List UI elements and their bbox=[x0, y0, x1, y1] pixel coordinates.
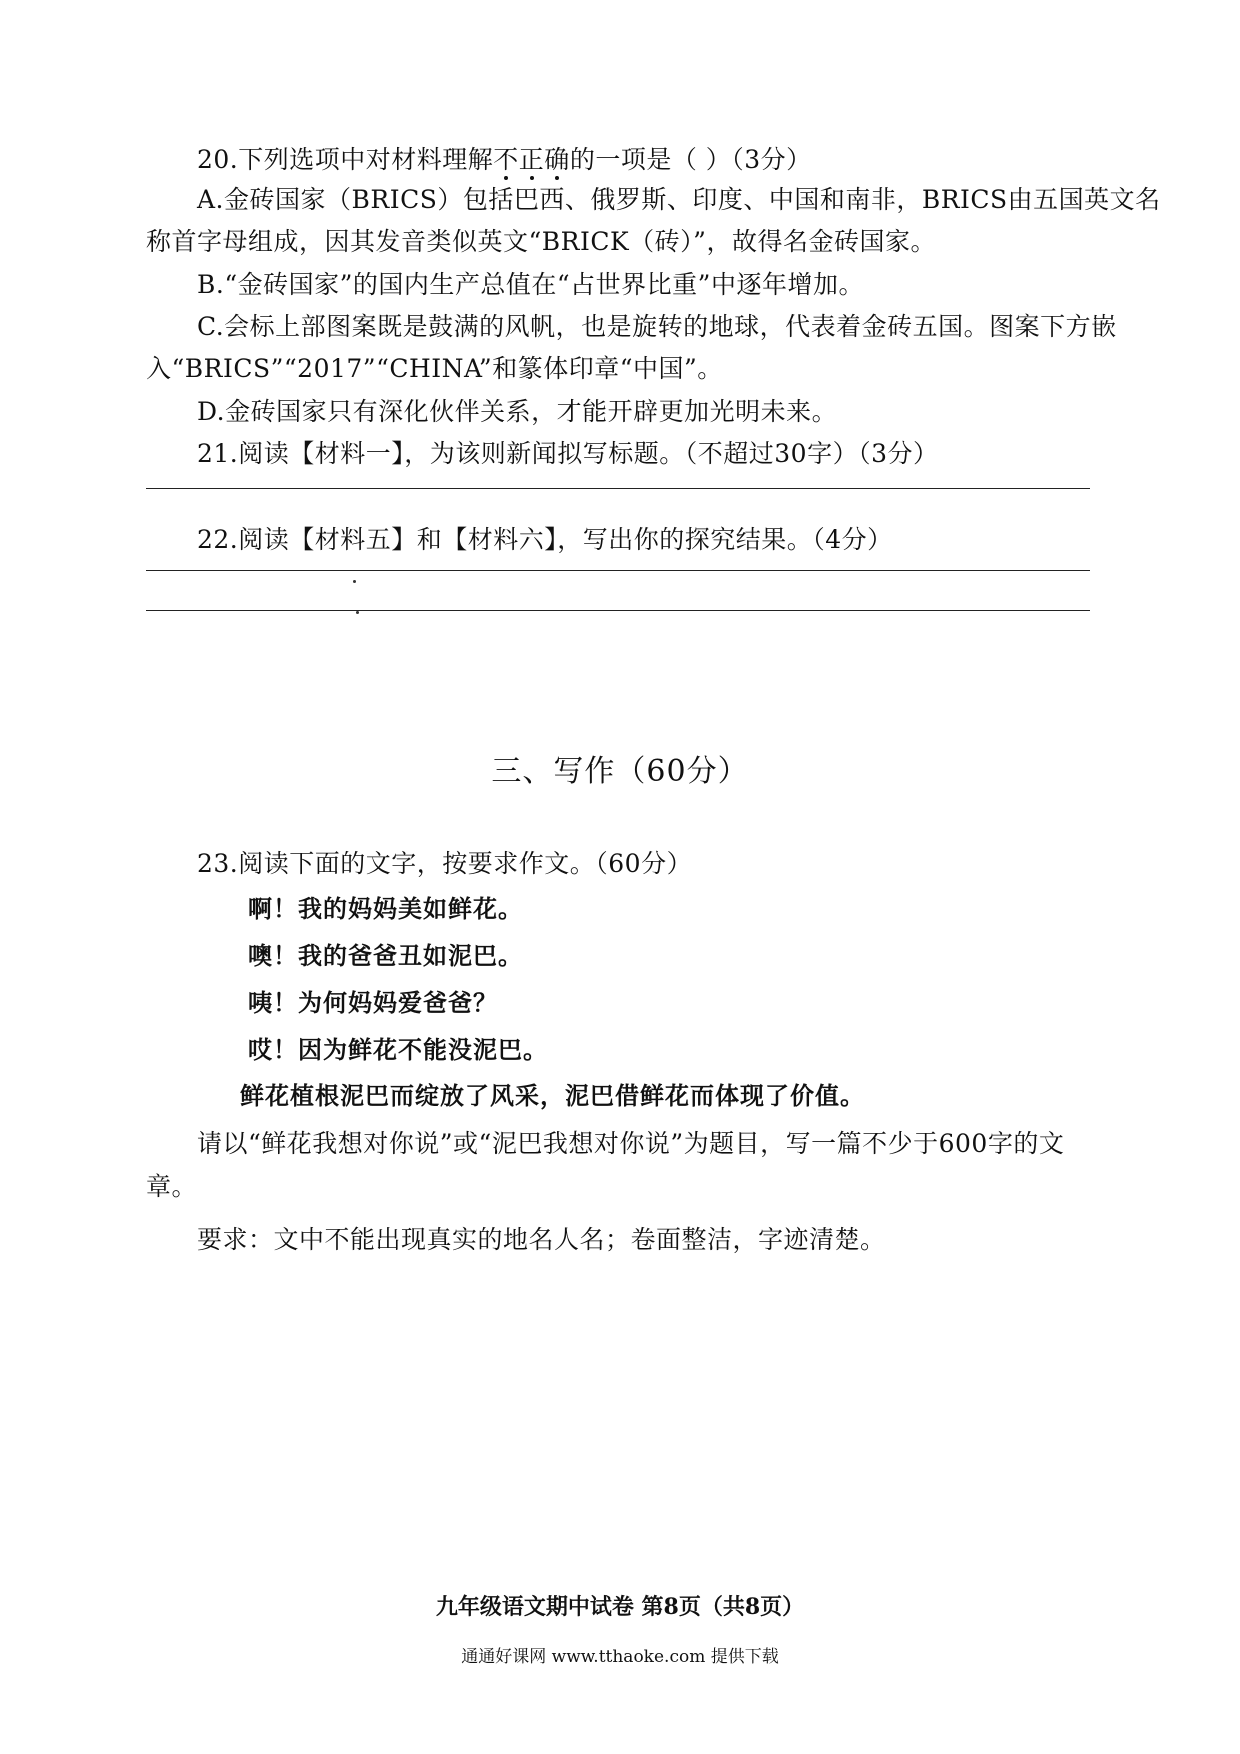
writing-prompt-line-1: 请以“鲜花我想对你说”或“泥巴我想对你说”为题目，写一篇不少于600字的文 bbox=[197, 1129, 1065, 1158]
option-a-line-2: 称首字母组成，因其发音类似英文“BRICK（砖）”，故得名金砖国家。 bbox=[146, 227, 936, 256]
option-d: D.金砖国家只有深化伙伴关系，才能开辟更加光明未来。 bbox=[197, 397, 838, 426]
option-c-line-1: C.会标上部图案既是鼓满的风帆，也是旋转的地球，代表着金砖五国。图案下方嵌 bbox=[197, 312, 1117, 341]
option-c-line-2: 入“BRICS”“2017”“CHINA”和篆体印章“中国”。 bbox=[146, 354, 723, 383]
option-b: B.“金砖国家”的国内生产总值在“占世界比重”中逐年增加。 bbox=[197, 270, 864, 299]
answer-line bbox=[146, 610, 1090, 611]
poem-line: 咦！为何妈妈爱爸爸？ bbox=[248, 988, 498, 1017]
section-3-title: 三、写作（60分） bbox=[491, 754, 749, 789]
scan-speck bbox=[353, 580, 356, 583]
emphasis-char: 不 bbox=[493, 145, 519, 174]
question-23-stem: 23.阅读下面的文字，按要求作文。（60分） bbox=[197, 849, 693, 878]
download-credit: 通通好课网 www.tthaoke.com 提供下载 bbox=[461, 1647, 779, 1667]
question-20-stem-tail: 的一项是（ ）（3分） bbox=[569, 145, 812, 174]
question-21: 21.阅读【材料一】，为该则新闻拟写标题。（不超过30字）（3分） bbox=[197, 439, 939, 468]
page-footer: 九年级语文期中试卷 第8页（共8页） bbox=[435, 1594, 805, 1620]
option-a-line-1: A.金砖国家（BRICS）包括巴西、俄罗斯、印度、中国和南非，BRICS由五国英文名 bbox=[197, 185, 1161, 214]
poem-summary: 鲜花植根泥巴而绽放了风采，泥巴借鲜花而体现了价值。 bbox=[240, 1081, 865, 1110]
emphasis-char: 确 bbox=[544, 145, 570, 174]
poem-line: 噢！我的爸爸丑如泥巴。 bbox=[248, 941, 523, 970]
scan-speck bbox=[356, 611, 359, 614]
question-20-stem-text: 20.下列选项中对材料理解 bbox=[197, 145, 494, 174]
question-22: 22.阅读【材料五】和【材料六】，写出你的探究结果。（4分） bbox=[197, 525, 893, 554]
poem-line: 哎！因为鲜花不能没泥巴。 bbox=[248, 1035, 548, 1064]
poem-line: 啊！我的妈妈美如鲜花。 bbox=[248, 894, 523, 923]
emphasis-char: 正 bbox=[518, 145, 545, 174]
question-20-stem bbox=[197, 143, 812, 177]
answer-line bbox=[146, 488, 1090, 489]
writing-prompt-line-2: 章。 bbox=[146, 1172, 198, 1201]
answer-line bbox=[146, 570, 1090, 571]
writing-requirements: 要求：文中不能出现真实的地名人名；卷面整洁，字迹清楚。 bbox=[197, 1225, 886, 1254]
